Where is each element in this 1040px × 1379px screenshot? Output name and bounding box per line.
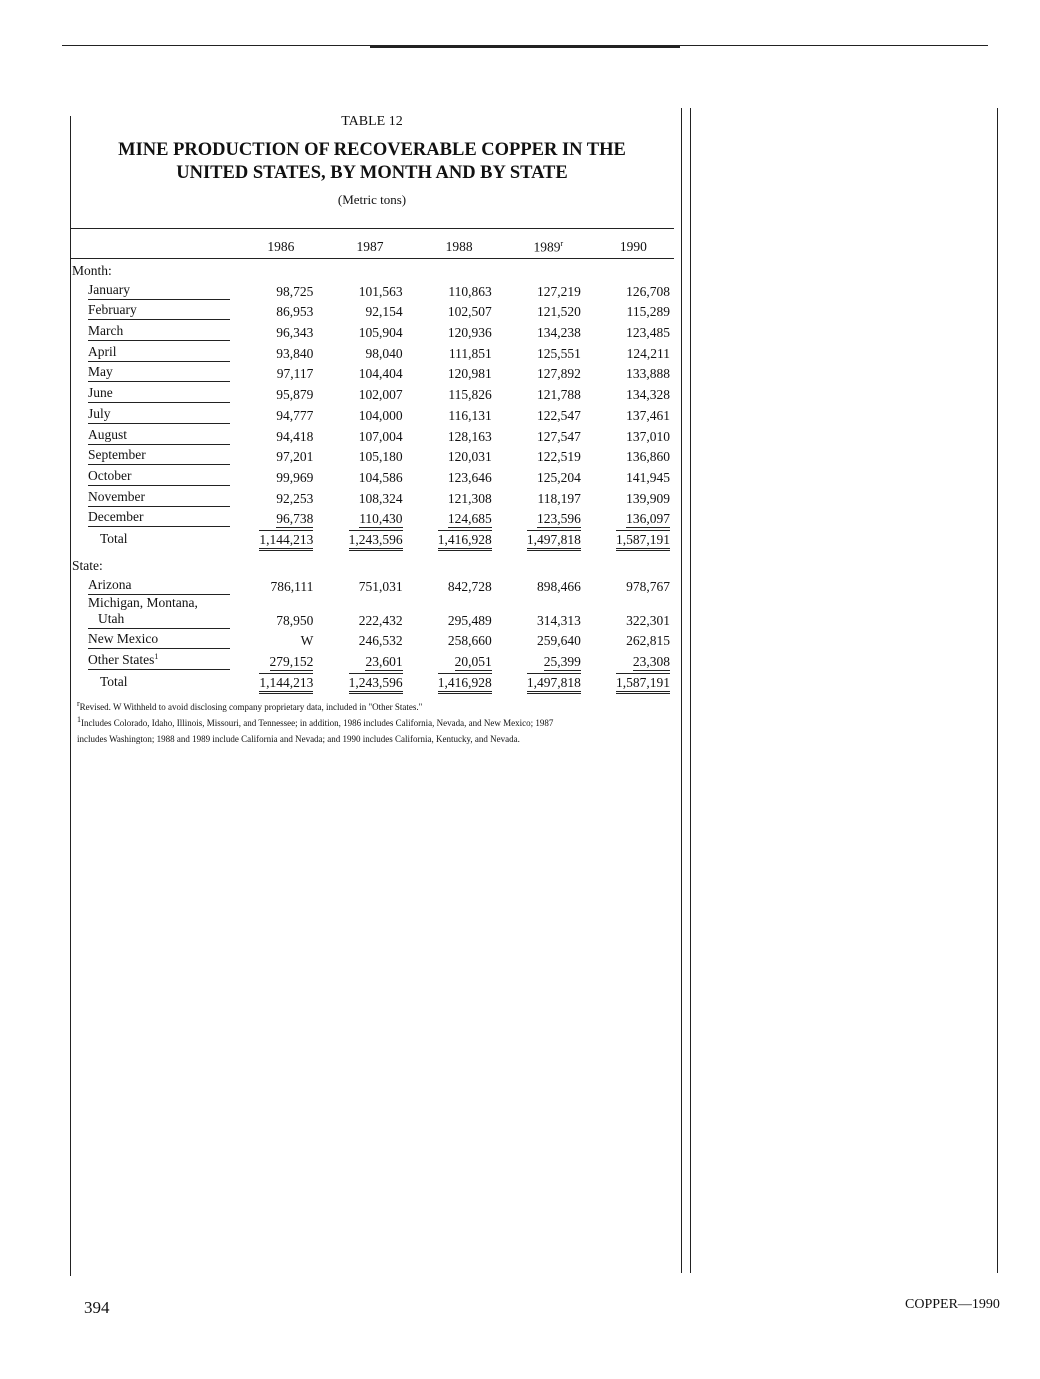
cell-value: 115,289 — [626, 304, 670, 320]
table-cell — [236, 320, 325, 341]
cell-value: 23,601 — [365, 654, 403, 669]
table-cell — [593, 382, 674, 403]
table-cell — [415, 486, 504, 507]
row-label-text — [88, 344, 230, 362]
table-cell — [415, 341, 504, 362]
cell-value: 25,399 — [543, 654, 581, 669]
table-cell — [593, 445, 674, 466]
table-row — [70, 465, 674, 486]
table-row — [70, 574, 674, 595]
table-cell — [415, 424, 504, 445]
cell-value: 110,430 — [359, 511, 403, 527]
col-header-1989 — [504, 229, 593, 259]
table-cell — [415, 300, 504, 321]
row-label — [70, 341, 236, 362]
row-label — [70, 382, 236, 403]
cell-value: 127,547 — [536, 428, 581, 444]
table-cell — [504, 300, 593, 321]
row-label — [70, 574, 236, 595]
table-cell — [593, 629, 674, 650]
table-cell — [415, 649, 504, 670]
row-label-text — [88, 323, 230, 341]
total-value: 1,497,818 — [527, 530, 581, 551]
total-label — [70, 670, 236, 691]
table-row — [70, 279, 674, 300]
row-label — [70, 279, 236, 300]
table-cell — [325, 445, 414, 466]
cell-value: 105,904 — [358, 325, 403, 341]
cell-value: 20,051 — [454, 654, 492, 669]
row-label — [70, 424, 236, 445]
state-rows — [70, 574, 674, 691]
row-label-line: Other States — [88, 652, 155, 667]
cell-value: 92,253 — [276, 490, 314, 506]
cell-value: 123,485 — [626, 325, 670, 341]
row-label-line: March — [88, 323, 124, 339]
table-cell — [415, 382, 504, 403]
table-cell — [504, 320, 593, 341]
total-cell — [236, 527, 325, 548]
row-label — [70, 465, 236, 486]
cell-value: 120,031 — [447, 449, 492, 465]
total-cell — [504, 527, 593, 548]
table-cell — [325, 507, 414, 528]
revised-mark: r — [560, 238, 564, 248]
total-value: 1,587,191 — [616, 673, 670, 694]
cell-value: 94,418 — [276, 428, 314, 444]
cell-value: 127,892 — [536, 366, 581, 382]
column-header-row — [70, 229, 674, 259]
cell-value: 97,117 — [276, 366, 314, 382]
cell-value: 92,154 — [365, 304, 403, 320]
total-cell — [325, 670, 414, 691]
table-cell — [236, 362, 325, 383]
table-cell — [504, 649, 593, 670]
table-label: TABLE 12 — [341, 114, 403, 129]
cell-value: 128,163 — [447, 428, 492, 444]
total-cell — [415, 670, 504, 691]
table-row — [70, 629, 674, 650]
table-cell — [415, 320, 504, 341]
table-row — [70, 445, 674, 466]
col-header-1989-text: 1989 — [533, 239, 561, 254]
table-cell — [236, 382, 325, 403]
center-column-rule-b — [690, 108, 691, 1273]
row-label — [70, 320, 236, 341]
table-cell — [504, 424, 593, 445]
cell-value: 115,826 — [448, 387, 492, 403]
row-label — [70, 300, 236, 321]
center-column-rule-a — [681, 108, 682, 1273]
table-cell — [593, 649, 674, 670]
row-label-note: 1 — [154, 651, 159, 661]
row-label — [70, 595, 236, 629]
footnote-other-states-line2: includes Washington; 1988 and 1989 include California and Nevada; and 1990 includes California, Kentucky, and Nevada. — [77, 734, 520, 744]
table-cell — [415, 629, 504, 650]
row-label — [70, 445, 236, 466]
total-value: 1,416,928 — [438, 530, 492, 551]
table-cell — [325, 403, 414, 424]
cell-value: 222,432 — [358, 612, 403, 628]
cell-value: 94,777 — [276, 407, 314, 423]
col-header-1986: 1986 — [267, 239, 295, 254]
table-cell — [236, 574, 325, 595]
cell-value: 751,031 — [358, 578, 403, 594]
table-cell — [593, 341, 674, 362]
cell-value: 104,404 — [358, 366, 403, 382]
total-label — [70, 527, 236, 548]
section-label-month: Month: — [72, 263, 112, 278]
row-label — [70, 403, 236, 424]
table-cell — [325, 424, 414, 445]
table-cell — [415, 595, 504, 629]
cell-value: 121,308 — [447, 490, 492, 506]
row-label-line: June — [88, 385, 113, 401]
cell-value: 118,197 — [537, 490, 581, 506]
cell-value: 978,767 — [626, 578, 670, 594]
cell-value: 898,466 — [536, 578, 581, 594]
row-label — [70, 486, 236, 507]
table-cell — [593, 595, 674, 629]
table-cell — [504, 382, 593, 403]
cell-value: 120,981 — [447, 366, 492, 382]
row-label-text — [88, 595, 230, 629]
table-cell — [504, 341, 593, 362]
table-cell — [415, 465, 504, 486]
cell-value: 134,238 — [536, 325, 581, 341]
copper-production-table — [70, 228, 674, 691]
cell-value: 127,219 — [536, 283, 581, 299]
table-cell — [415, 445, 504, 466]
table-row — [70, 649, 674, 670]
table-row — [70, 507, 674, 528]
section-month — [70, 259, 674, 280]
table-cell — [593, 403, 674, 424]
table-row — [70, 300, 674, 321]
table-cell — [325, 320, 414, 341]
total-row — [70, 527, 674, 548]
cell-value: 98,725 — [276, 283, 314, 299]
table-cell — [325, 629, 414, 650]
cell-value: 262,815 — [626, 633, 670, 649]
cell-value: 110,863 — [448, 283, 492, 299]
table-cell — [415, 403, 504, 424]
cell-value: 314,313 — [536, 612, 581, 628]
table-cell — [415, 362, 504, 383]
table-cell — [504, 629, 593, 650]
table-cell — [593, 424, 674, 445]
table-cell — [593, 574, 674, 595]
cell-value: 96,738 — [276, 511, 314, 527]
row-label-text — [88, 302, 230, 320]
cell-value: 136,097 — [626, 511, 670, 527]
cell-value: 121,520 — [536, 304, 581, 320]
row-label-text — [88, 427, 230, 445]
cell-value: 116,131 — [448, 407, 492, 423]
row-label-text — [88, 652, 230, 671]
footnote-other-states-line1: Includes Colorado, Idaho, Illinois, Missouri, and Tennessee; in addition, 1986 includes California, Nevada, and New Mexico; 1987 — [81, 718, 554, 728]
row-label-text — [88, 509, 230, 527]
top-rule-thick — [370, 46, 680, 48]
total-value: 1,416,928 — [438, 673, 492, 694]
table-cell — [504, 279, 593, 300]
cell-value: 102,507 — [447, 304, 492, 320]
table-cell — [504, 486, 593, 507]
total-value: 1,144,213 — [259, 530, 313, 551]
table-cell — [236, 629, 325, 650]
right-column-rule — [997, 108, 998, 1273]
table-cell — [415, 574, 504, 595]
row-label-text — [88, 282, 230, 300]
row-label — [70, 362, 236, 383]
row-label-text — [88, 489, 230, 507]
cell-value: 122,519 — [536, 449, 581, 465]
total-cell — [236, 670, 325, 691]
table-row — [70, 320, 674, 341]
table-cell — [325, 362, 414, 383]
table-cell — [325, 595, 414, 629]
month-rows — [70, 279, 674, 548]
cell-value: 137,461 — [626, 407, 670, 423]
cell-value: 78,950 — [276, 612, 314, 628]
cell-value: 111,851 — [448, 345, 492, 361]
cell-value: 105,180 — [358, 449, 403, 465]
row-label-text — [88, 468, 230, 486]
section-label-state: State: — [72, 557, 103, 573]
table-cell — [236, 341, 325, 362]
row-label-text — [88, 406, 230, 424]
cell-value: 95,879 — [276, 387, 314, 403]
table-cell — [593, 362, 674, 383]
table-cell — [504, 362, 593, 383]
table-cell — [504, 403, 593, 424]
total-label-text: Total — [100, 673, 128, 689]
cell-value: 23,308 — [632, 654, 670, 669]
total-value: 1,144,213 — [259, 673, 313, 694]
row-label-line: New Mexico — [88, 631, 159, 647]
table-cell — [236, 507, 325, 528]
total-cell — [593, 670, 674, 691]
cell-value: 279,152 — [269, 654, 314, 669]
total-value: 1,243,596 — [349, 530, 403, 551]
row-label — [70, 629, 236, 650]
table-row — [70, 595, 674, 629]
table-cell — [504, 465, 593, 486]
row-label-line: February — [88, 302, 137, 318]
row-label-text — [88, 364, 230, 382]
row-label-line: May — [88, 364, 113, 380]
table-cell — [236, 300, 325, 321]
cell-value: 139,909 — [626, 490, 670, 506]
col-header-1990: 1990 — [619, 239, 647, 254]
cell-value: 96,343 — [276, 325, 314, 341]
footnote-other-states — [77, 712, 677, 747]
table-cell — [325, 300, 414, 321]
cell-value: 786,111 — [270, 578, 314, 594]
footnote-revised-text: Revised. W Withheld to avoid disclosing company proprietary data, included in "Other States." — [79, 702, 423, 712]
total-cell — [504, 670, 593, 691]
cell-value: 133,888 — [626, 366, 670, 382]
table-cell — [236, 649, 325, 670]
page-number: 394 — [84, 1298, 110, 1317]
row-label-text — [88, 631, 230, 649]
table-cell — [325, 465, 414, 486]
table-row — [70, 403, 674, 424]
cell-value: 126,708 — [626, 283, 670, 299]
table-cell — [504, 574, 593, 595]
table-cell — [325, 574, 414, 595]
cell-value: 104,586 — [358, 469, 403, 485]
total-label-text: Total — [100, 530, 128, 546]
row-label-line: October — [88, 467, 132, 483]
table-cell — [504, 595, 593, 629]
table-cell — [236, 595, 325, 629]
table-cell — [593, 486, 674, 507]
table-cell — [415, 279, 504, 300]
row-label-text — [88, 447, 230, 465]
cell-value: 123,596 — [536, 511, 581, 527]
total-row — [70, 670, 674, 691]
table-cell — [504, 445, 593, 466]
cell-value: 295,489 — [447, 612, 492, 628]
footnote-mark-r: r — [77, 699, 80, 708]
table-cell — [236, 486, 325, 507]
row-label-text — [88, 385, 230, 403]
stub-header — [70, 229, 236, 259]
cell-value: 122,547 — [536, 407, 581, 423]
cell-value: 259,640 — [536, 633, 581, 649]
section-state — [70, 548, 674, 574]
table-row — [70, 362, 674, 383]
table-cell — [325, 382, 414, 403]
cell-value: 120,936 — [447, 325, 492, 341]
running-footer: COPPER—1990 — [905, 1297, 1000, 1312]
cell-value: 101,563 — [358, 283, 403, 299]
table-row — [70, 486, 674, 507]
row-label-line: September — [88, 447, 146, 463]
cell-value: 125,551 — [536, 345, 581, 361]
row-label-line: January — [88, 281, 130, 297]
cell-value: 842,728 — [447, 578, 492, 594]
cell-value: 136,860 — [626, 449, 670, 465]
cell-value: 246,532 — [358, 633, 403, 649]
cell-value: 107,004 — [358, 428, 403, 444]
row-label-line: November — [88, 488, 145, 504]
total-cell — [325, 527, 414, 548]
table-row — [70, 424, 674, 445]
table-cell — [236, 403, 325, 424]
cell-value: 102,007 — [358, 387, 403, 403]
table-row — [70, 382, 674, 403]
cell-value: 124,685 — [447, 511, 492, 527]
cell-value: 86,953 — [276, 304, 314, 320]
row-label-line: December — [88, 509, 144, 525]
total-cell — [593, 527, 674, 548]
table-cell — [593, 465, 674, 486]
cell-value: 93,840 — [276, 345, 314, 361]
table-cell — [415, 507, 504, 528]
table-row — [70, 341, 674, 362]
row-label-line: Arizona — [88, 576, 132, 592]
total-cell — [415, 527, 504, 548]
row-label-line2: Utah — [98, 610, 125, 626]
table-cell — [593, 320, 674, 341]
table-cell — [236, 465, 325, 486]
row-label-line: August — [88, 426, 128, 442]
total-value: 1,587,191 — [616, 530, 670, 551]
cell-value: 322,301 — [626, 612, 670, 628]
cell-value: 108,324 — [358, 490, 403, 506]
table-title-line2: UNITED STATES, BY MONTH AND BY STATE — [176, 163, 568, 183]
table-cell — [593, 300, 674, 321]
cell-value: W — [300, 633, 314, 649]
cell-value: 97,201 — [276, 449, 314, 465]
table-cell — [236, 279, 325, 300]
table-units: (Metric tons) — [337, 192, 407, 207]
row-label-line: July — [88, 405, 111, 421]
col-header-1987: 1987 — [356, 239, 384, 254]
cell-value: 141,945 — [626, 469, 670, 485]
row-label-text — [88, 577, 230, 595]
table-cell — [325, 279, 414, 300]
cell-value: 134,328 — [626, 387, 670, 403]
row-label — [70, 649, 236, 670]
table-cell — [593, 279, 674, 300]
table-cell — [236, 424, 325, 445]
cell-value: 125,204 — [536, 469, 581, 485]
row-label-line: April — [88, 343, 117, 359]
cell-value: 98,040 — [365, 345, 403, 361]
row-label-line: Michigan, Montana, — [88, 594, 198, 610]
row-label — [70, 507, 236, 528]
col-header-1988: 1988 — [445, 239, 473, 254]
cell-value: 123,646 — [447, 469, 492, 485]
table-cell — [236, 445, 325, 466]
footnote-mark-1: 1 — [77, 715, 81, 724]
cell-value: 137,010 — [626, 428, 670, 444]
cell-value: 124,211 — [626, 345, 670, 361]
table-cell — [325, 486, 414, 507]
table-title — [70, 139, 674, 185]
cell-value: 258,660 — [447, 633, 492, 649]
cell-value: 121,788 — [536, 387, 581, 403]
total-value: 1,243,596 — [349, 673, 403, 694]
cell-value: 104,000 — [358, 407, 403, 423]
cell-value: 99,969 — [276, 469, 314, 485]
total-value: 1,497,818 — [527, 673, 581, 694]
table-title-line1: MINE PRODUCTION OF RECOVERABLE COPPER IN THE — [118, 140, 626, 160]
table-cell — [593, 507, 674, 528]
table-cell — [325, 341, 414, 362]
table-cell — [504, 507, 593, 528]
table-cell — [325, 649, 414, 670]
